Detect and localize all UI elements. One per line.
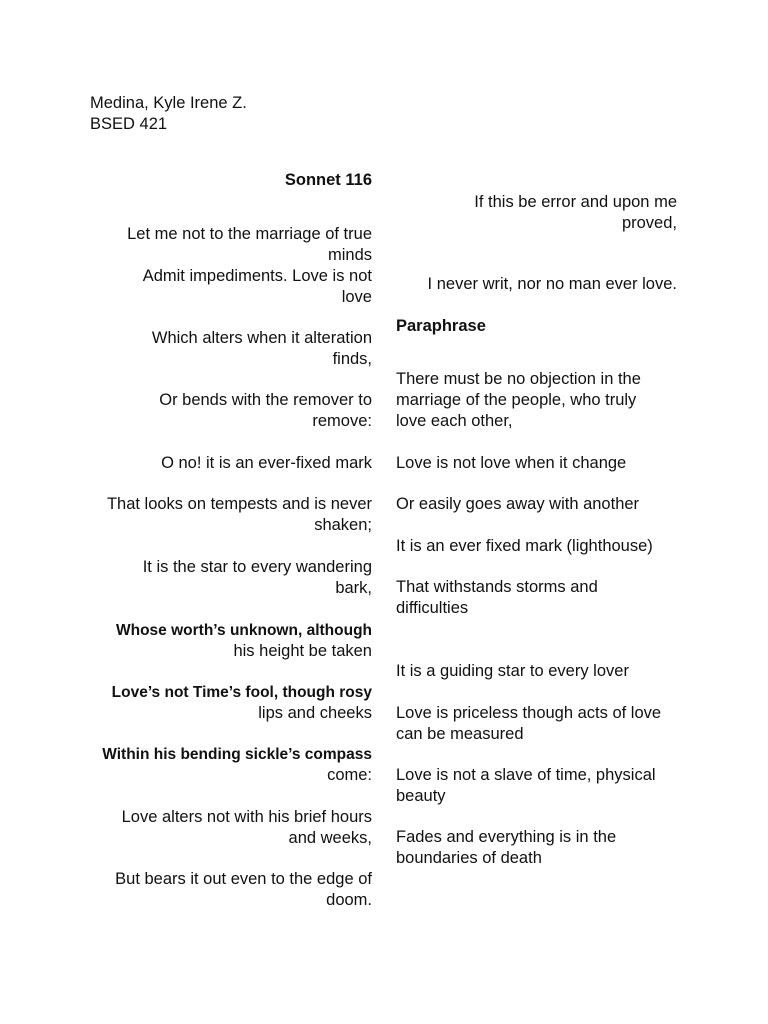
poem-line-8: Whose worth’s unknown, although his height be taken [115, 622, 372, 660]
poem-line-7: It is the star to every wandering bark, [142, 558, 372, 597]
student-name: Medina, Kyle Irene Z. [90, 94, 247, 112]
poem-line-2: Admit impediments. Love is not love [142, 267, 372, 306]
paraphrase-item-1: There must be no objection in the marriage of the people, who truly love each other, [396, 370, 641, 430]
couplet-line-1: If this be error and upon me proved, [474, 193, 677, 232]
paraphrase-item-2: Love is not love when it change [396, 454, 627, 472]
paraphrase-item-7: Love is priceless though acts of love can be measured [396, 704, 662, 743]
poem-line-1: Let me not to the marriage of true minds [127, 225, 372, 264]
paraphrase-item-3: Or easily goes away with another [396, 495, 640, 513]
paraphrase-item-4: It is an ever fixed mark (lighthouse) [396, 537, 653, 555]
paraphrase-item-9: Fades and everything is in the boundaries of death [396, 828, 617, 867]
poem-line-6: That looks on tempests and is never shaken; [106, 495, 372, 534]
poem-line-9: Love’s not Time’s fool, though rosy lips and cheeks [111, 684, 372, 722]
couplet-line-2: I never writ, nor no man ever love. [427, 275, 677, 293]
poem-line-11: Love alters not with his brief hours and weeks, [121, 808, 372, 847]
poem-title: Sonnet 116 [284, 171, 372, 189]
paraphrase-item-6: It is a guiding star to every lover [396, 662, 629, 680]
paraphrase-item-8: Love is not a slave of time, physical beauty [396, 766, 656, 805]
paraphrase-item-5: That withstands storms and difficulties [396, 578, 598, 617]
poem-line-10: Within his bending sickle’s compass come: [102, 746, 372, 784]
poem-line-3: Which alters when it alteration finds, [151, 329, 372, 368]
poem-line-4: Or bends with the remover to remove: [159, 391, 372, 430]
poem-line-5: O no! it is an ever-fixed mark [161, 454, 372, 472]
student-section: BSED 421 [90, 115, 168, 133]
paraphrase-title: Paraphrase [396, 317, 486, 335]
poem-line-12: But bears it out even to the edge of doom. [115, 870, 372, 909]
